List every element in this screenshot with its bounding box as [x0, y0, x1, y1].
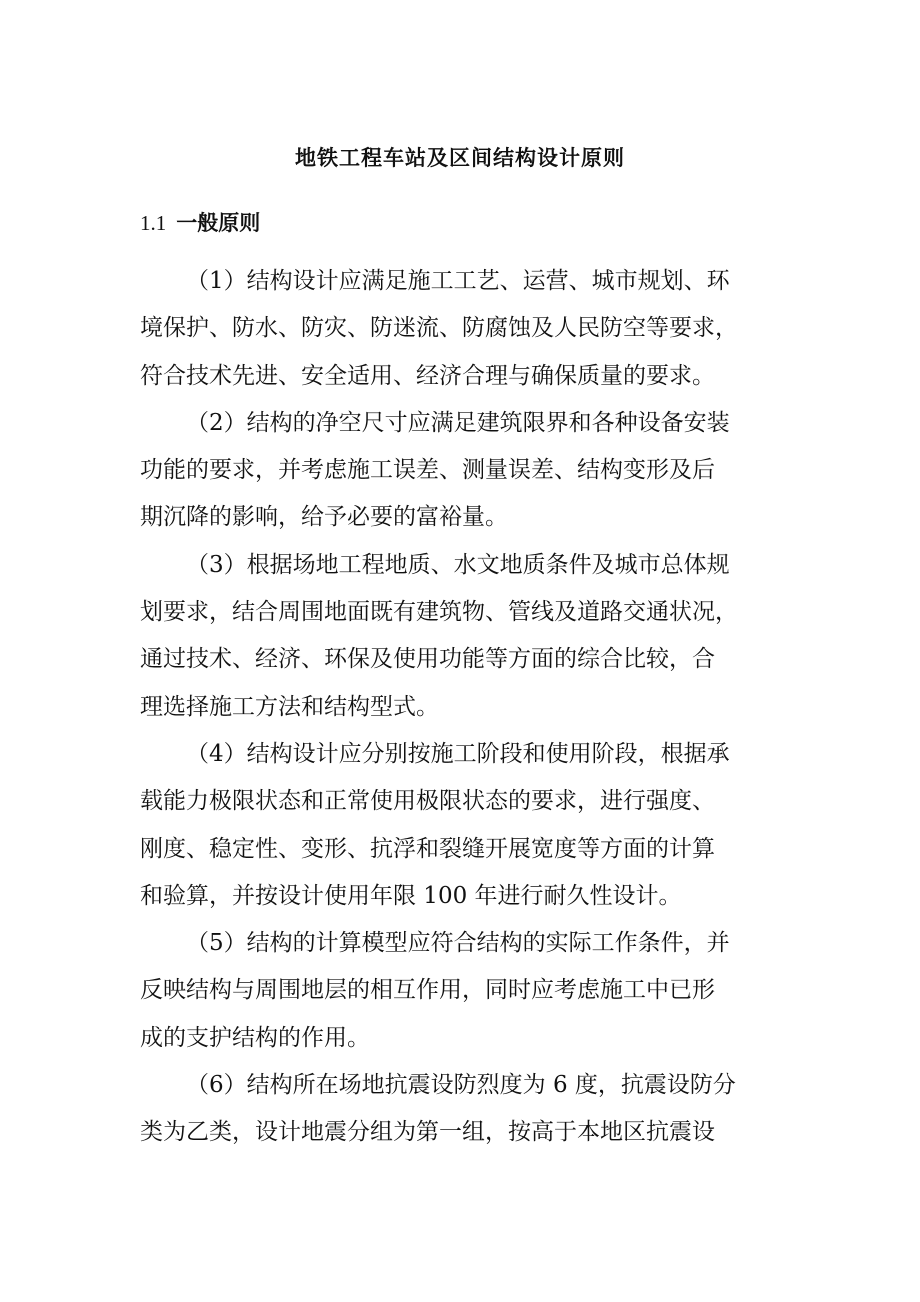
paragraph-line: 境保护、防水、防灾、防迷流、防腐蚀及人民防空等要求， — [140, 315, 738, 342]
paragraph-line: 类为乙类，设计地震分组为第一组，按高于本地区抗震设 — [140, 1119, 715, 1146]
paragraph — [140, 1062, 780, 1157]
document-title: 地铁工程车站及区间结构设计原则 — [295, 146, 625, 170]
section-title: 一般原则 — [176, 211, 261, 235]
paragraph-line: 划要求，结合周围地面既有建筑物、管线及道路交通状况， — [140, 599, 738, 626]
paragraph-line: 符合技术先进、安全适用、经济合理与确保质量的要求。 — [140, 362, 715, 389]
paragraph-line: （2）结构的净空尺寸应满足建筑限界和各种设备安装 — [186, 409, 730, 436]
paragraph-line: 刚度、稳定性、变形、抗浮和裂缝开展宽度等方面的计算 — [140, 835, 715, 862]
section-number: 1.1 — [140, 211, 167, 235]
paragraph-line: （6）结构所在场地抗震设防烈度为 6 度，抗震设防分 — [186, 1072, 736, 1099]
paragraph-line: （5）结构的计算模型应符合结构的实际工作条件，并 — [186, 930, 730, 957]
paragraph-line: 理选择施工方法和结构型式。 — [140, 693, 439, 720]
paragraph-line: （3）根据场地工程地质、水文地质条件及城市总体规 — [186, 551, 730, 578]
paragraph — [140, 542, 780, 731]
paragraph-line: （1）结构设计应满足施工工艺、运营、城市规划、环 — [186, 268, 730, 294]
paragraph — [140, 920, 780, 1062]
paragraph — [140, 731, 780, 920]
paragraph — [140, 258, 780, 400]
paragraph-line: （4）结构设计应分别按施工阶段和使用阶段，根据承 — [186, 740, 730, 767]
paragraph-line: 反映结构与周围地层的相互作用，同时应考虑施工中已形 — [140, 977, 715, 1004]
paragraph-line: 功能的要求，并考虑施工误差、测量误差、结构变形及后 — [140, 457, 715, 484]
paragraph — [140, 400, 780, 542]
document-body — [140, 258, 780, 1157]
paragraph-line: 载能力极限状态和正常使用极限状态的要求，进行强度、 — [140, 788, 715, 815]
paragraph-line: 和验算，并按设计使用年限 100 年进行耐久性设计。 — [140, 882, 682, 909]
paragraph-line: 成的支护结构的作用。 — [140, 1024, 370, 1051]
paragraph-line: 通过技术、经济、环保及使用功能等方面的综合比较，合 — [140, 646, 715, 673]
section-heading — [140, 207, 260, 237]
paragraph-line: 期沉降的影响，给予必要的富裕量。 — [140, 504, 508, 531]
